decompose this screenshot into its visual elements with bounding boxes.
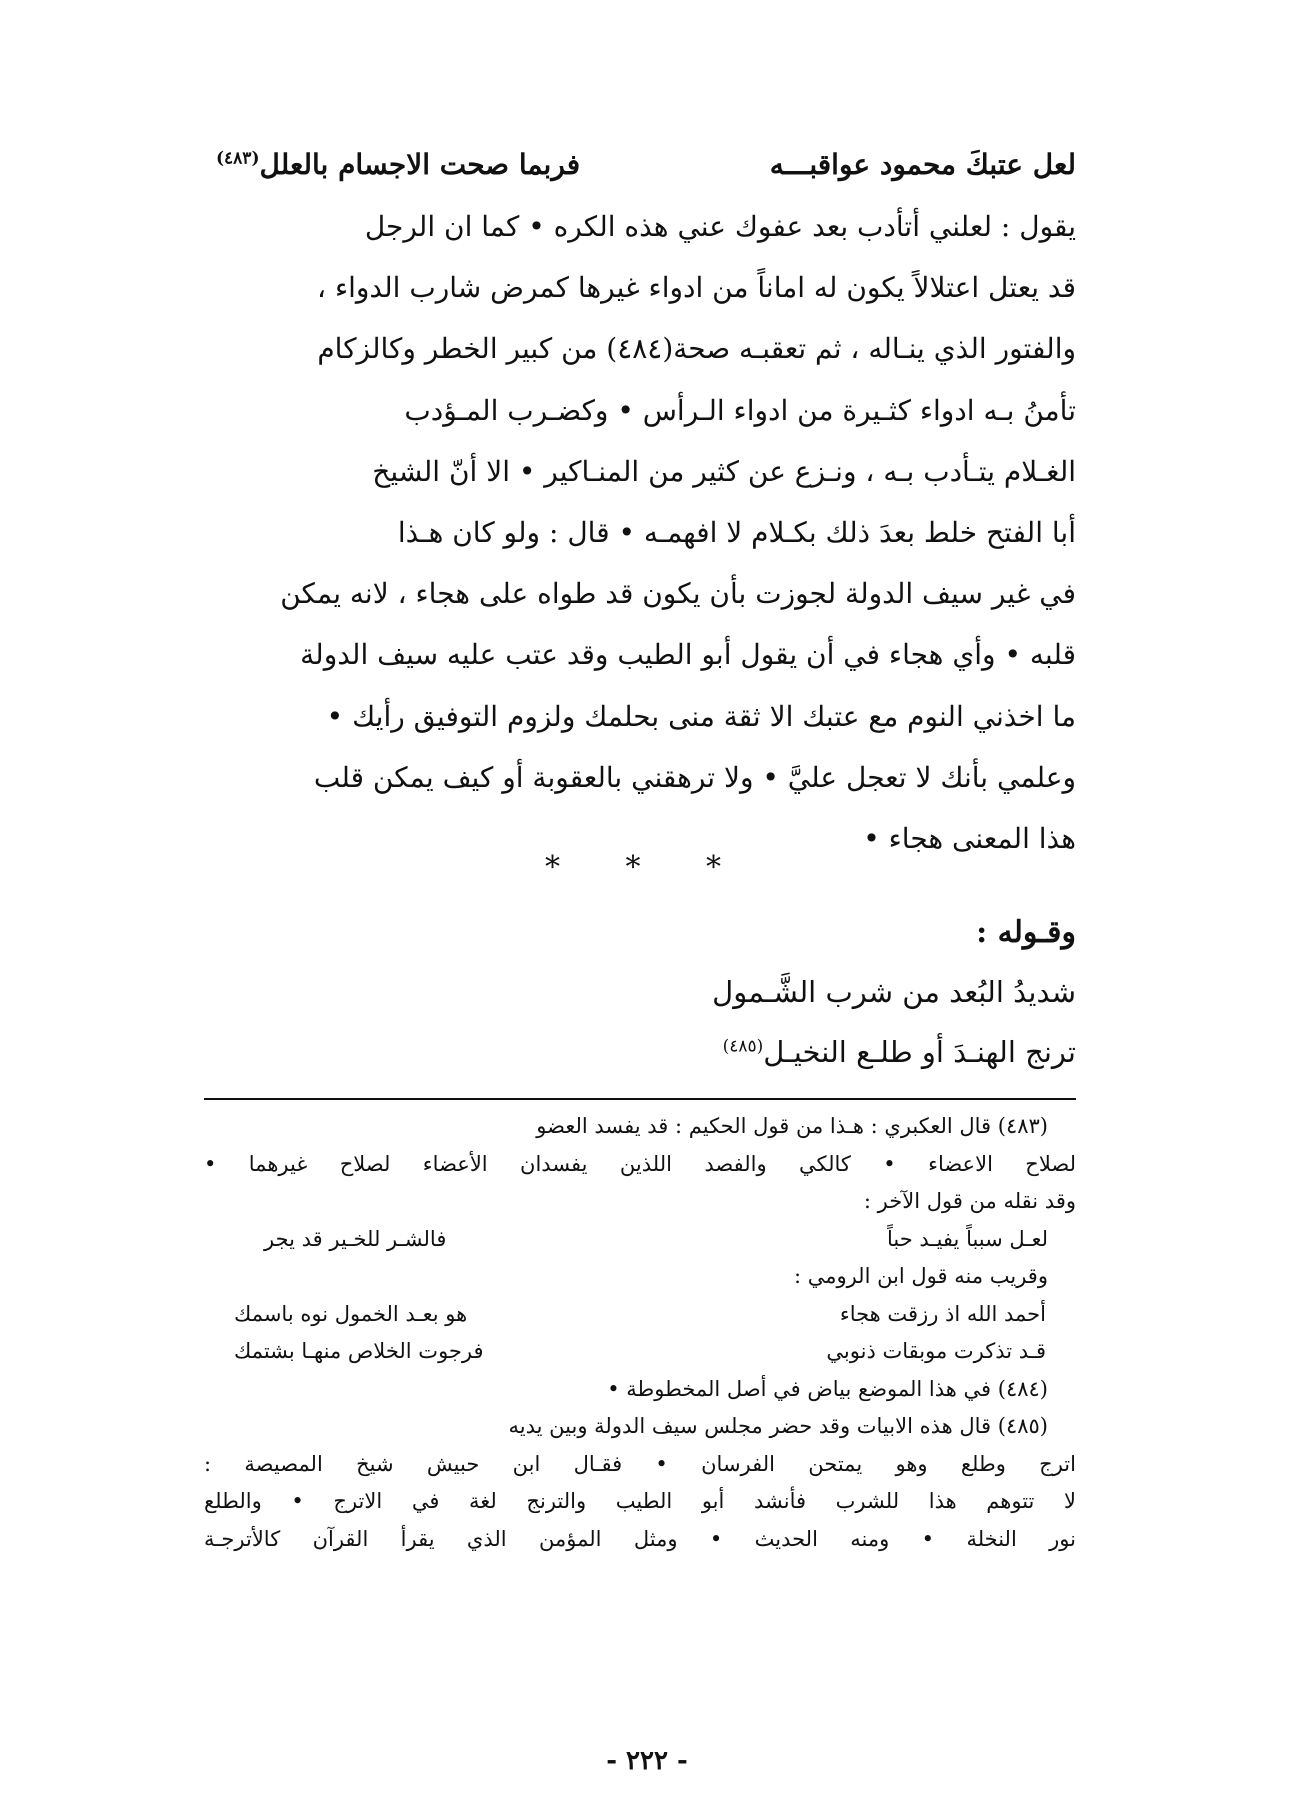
footnote-485-line: (٤٨٥) قال هذه الابيات وقد حضر مجلس سيف الدولة وبين يديه — [508, 1414, 1048, 1438]
commentary-line: قد يعتل اعتلالاً يكون له اماناً من ادواء غيرها كمرض شارب الدواء ، — [317, 271, 1076, 305]
commentary-line: ما اخذني النوم مع عتبك الا ثقة منى بحلمك ولزوم التوفيق رأيك • — [326, 699, 1076, 733]
poem-intro: وقـوله : — [976, 915, 1076, 950]
footnote-485-line: نور النخلة • ومنه الحديث • ومثل المؤمن الذي يقرأ القرآن كالأترجـة — [204, 1526, 1076, 1551]
footnote-483-line: (٤٨٣) قال العكبري : هـذا من قول الحكيم : قد يفسد العضو — [536, 1114, 1048, 1138]
verse-left-hemistich: فالشـر للخـير قد يجر — [264, 1226, 447, 1251]
commentary-line: يقول : لعلني أتأدب بعد عفوك عني هذه الكره • كما ان الرجل — [364, 210, 1076, 243]
commentary — [216, 196, 1076, 869]
verse-right-hemistich: أحمد الله اذ رزقت هجاء — [839, 1301, 1046, 1326]
footnote-ref-483: (٤٨٣) — [216, 148, 260, 169]
footnote-485-line: لا تتوهم هذا للشرب فأنشد أبو الطيب والترنج لغة في الاترج • والطلع — [204, 1489, 1076, 1513]
poem-line-1: شديدُ البُعد من شرب الشَّـمول — [712, 975, 1076, 1009]
footnote-verse — [204, 1333, 1076, 1371]
commentary-line: وعلمي بأنك لا تعجل عليَّ • ولا ترهقني بالعقوبة أو كيف يمكن قلب — [313, 760, 1076, 794]
commentary-line: في غير سيف الدولة لجوزت بأن يكون قد طواه على هجاء ، لانه يمكن — [280, 577, 1076, 611]
section-separator: * * * — [544, 850, 750, 885]
verse-heading — [216, 132, 1076, 196]
footnote-ref-485: (٤٨٥) — [722, 1036, 764, 1057]
footnote-divider — [204, 1098, 1076, 1100]
footnote-483-line: وقد نقله من قول الآخر : — [863, 1189, 1076, 1213]
footnote-verse — [204, 1296, 1076, 1334]
verse-left-hemistich: فرجوت الخلاص منهـا بشتمك — [234, 1339, 484, 1363]
footnote-485-line: اترج وطلع وهو يمتحن الفرسان • فقـال ابن حبيش شيخ المصيصة : — [204, 1451, 1076, 1476]
commentary-line: تأمنُ بـه ادواء كثـيرة من ادواء الـرأس • وكضـرب المـؤدب — [404, 393, 1076, 427]
footnotes — [204, 1108, 1076, 1558]
verse-right-hemistich: لعل عتبكَ محمود عواقبـــه — [769, 147, 1076, 181]
commentary-line: والفتور الذي ينـاله ، ثم تعقبـه صحة(٤٨٤) من كبير الخطر وكالزكام — [317, 332, 1076, 366]
verse-left-hemistich: هو بعـد الخمول نوه باسمك — [234, 1301, 468, 1326]
commentary-line: هذا المعنى هجاء • — [863, 822, 1076, 856]
verse-left-hemistich: فربما صحت الاجسام بالعلل$^{(٤٨٣)}$ — [216, 147, 581, 181]
page-number: - ٢٢٢ - — [606, 1746, 688, 1776]
verse-right-hemistich: لعـل سبباً يفيـد حباً — [887, 1226, 1048, 1251]
footnote-483-line: لصلاح الاعضاء • كالكي والفصد اللذين يفسدان الأعضاء لصلاح غيرهما • — [204, 1151, 1076, 1176]
commentary-line: الغـلام يتـأدب بـه ، ونـزع عن كثير من المنـاكير • الا أنّ الشيخ — [372, 454, 1076, 488]
footnote-verse — [204, 1221, 1076, 1259]
verse-right-hemistich: قـد تذكرت موبقات ذنوبي — [826, 1339, 1046, 1363]
commentary-line: أبا الفتح خلط بعدَ ذلك بكـلام لا افهمـه • قال : ولو كان هـذا — [397, 516, 1076, 550]
poem-line-2: ترنج الهنـدَ أو طلـع النخيـل$^{(٤٨٥)}$ — [722, 1035, 1076, 1069]
commentary-line: قلبه • وأي هجاء في أن يقول أبو الطيب وقد عتب عليه سيف الدولة — [300, 638, 1076, 672]
footnote-484: (٤٨٤) في هذا الموضع بياض في أصل المخطوطة • — [607, 1376, 1048, 1401]
footnote-483-line: وقريب منه قول ابن الرومي : — [793, 1264, 1048, 1288]
